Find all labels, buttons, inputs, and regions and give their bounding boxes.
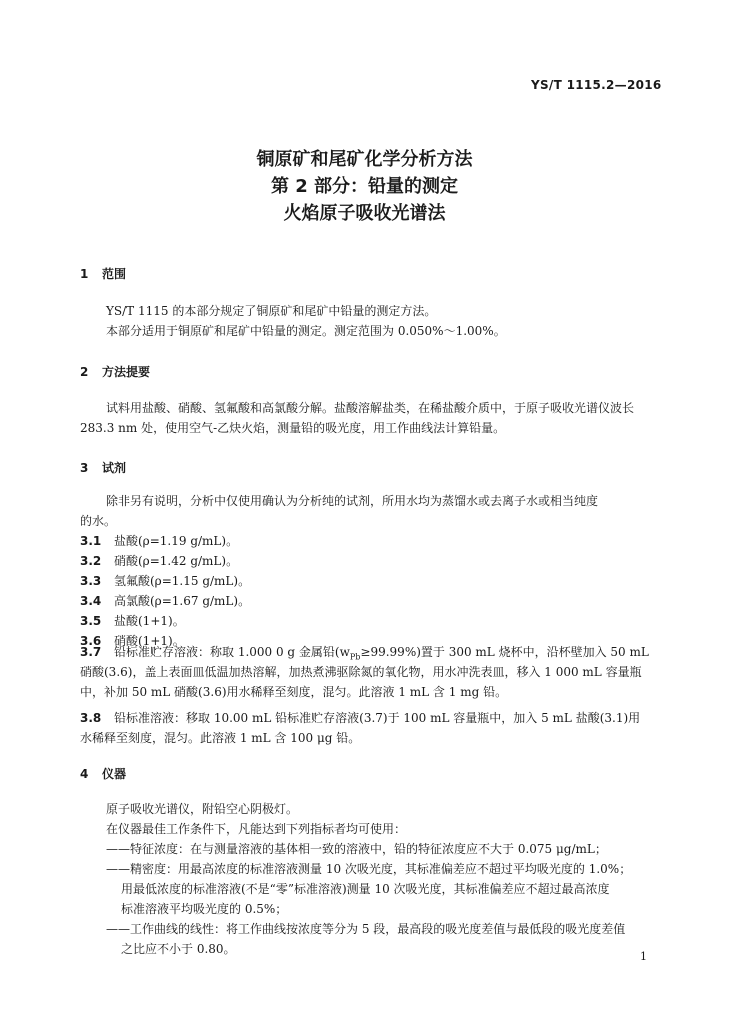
title-line-2: 第 2 部分：铅量的测定 (270, 176, 459, 197)
section-title: 方法提要 (102, 365, 151, 379)
list-item: 3.3 氢氟酸(ρ=1.15 g/mL)。 (80, 574, 251, 588)
section-1-para-2: 本部分适用于铜原矿和尾矿中铅量的测定。测定范围为 0.050%～1.00%。 (106, 324, 506, 338)
item-3-7-line-1: 3.7 铅标准贮存溶液：称取 1.000 0 g 金属铅$(w_{Pb}\ge 99.99\%)$置于 300 mL 烧杯中，沿杯壁加入 50 mL (80, 645, 649, 662)
section-number: 4 (80, 767, 89, 781)
section-3-intro-line-2: 的水。 (80, 514, 117, 528)
section-1-heading (80, 265, 126, 282)
section-number: 2 (80, 365, 89, 379)
section-4-line-1: 原子吸收光谱仪，附铅空心阴极灯。 (106, 802, 299, 816)
list-item: 3.1 盐酸(ρ=1.19 g/mL)。 (80, 534, 239, 548)
section-1-para-1: YS/T 1115 的本部分规定了铜原矿和尾矿中铅量的测定方法。 (106, 304, 437, 318)
section-4-heading (80, 765, 126, 782)
item-3-8-line-1: 3.8 铅标准溶液：移取 10.00 mL 铅标准贮存溶液(3.7)于 100 mL 容量瓶中，加入 5 mL 盐酸(3.1)用 (80, 711, 641, 725)
section-2-heading (80, 363, 150, 380)
list-item: 3.4 高氯酸(ρ=1.67 g/mL)。 (80, 594, 251, 608)
title-line-1: 铜原矿和尾矿化学分析方法 (256, 149, 473, 170)
section-2-line-2: 283.3 nm 处，使用空气-乙炔火焰，测量铅的吸光度，用工作曲线法计算铅量。 (80, 421, 506, 435)
section-4-dash-3-line-2: 之比应不小于 0.80。 (121, 942, 236, 956)
list-item: 3.2 硝酸(ρ=1.42 g/mL)。 (80, 554, 239, 568)
section-number: 3 (80, 461, 89, 475)
section-4-dash-2-line-1: ——精密度：用最高浓度的标准溶液测量 10 次吸光度，其标准偏差应不超过平均吸光度的 1.0%； (106, 862, 632, 876)
section-4-dash-2-line-2: 用最低浓度的标准溶液(不是“零”标准溶液)测量 10 次吸光度，其标准偏差应不超过最高浓度 (121, 882, 610, 896)
standard-code: YS/T 1115.2—2016 (531, 78, 662, 92)
section-title: 仪器 (102, 767, 127, 781)
section-3-heading (80, 459, 126, 476)
section-2-line-1: 试料用盐酸、硝酸、氢氟酸和高氯酸分解。盐酸溶解盐类，在稀盐酸介质中，于原子吸收光谱仪波长 (106, 401, 635, 415)
section-4-dash-1: ——特征浓度：在与测量溶液的基体相一致的溶液中，铅的特征浓度应不大于 0.075 μg/mL； (106, 842, 607, 856)
item-3-8-line-2: 水稀释至刻度，混匀。此溶液 1 mL 含 100 μg 铅。 (80, 731, 361, 745)
section-4-dash-2-line-3: 标准溶液平均吸光度的 0.5%； (121, 902, 288, 916)
title-line-3: 火焰原子吸收光谱法 (283, 203, 446, 224)
section-4-line-2: 在仪器最佳工作条件下，凡能达到下列指标者均可使用： (106, 822, 407, 836)
item-3-7-line-3: 中，补加 50 mL 硝酸(3.6)用水稀释至刻度，混匀。此溶液 1 mL 含 1 mg 铅。 (80, 685, 508, 699)
page-number: 1 (640, 950, 647, 963)
list-item: 3.6 硝酸(1+1)。 (80, 634, 185, 648)
item-3-7-line-2: 硝酸(3.6)，盖上表面皿低温加热溶解，加热煮沸驱除氮的氧化物，用水冲洗表皿，移入 1 000 mL 容量瓶 (80, 665, 642, 679)
list-item: 3.5 盐酸(1+1)。 (80, 614, 185, 628)
section-4-dash-3-line-1: ——工作曲线的线性：将工作曲线按浓度等分为 5 段，最高段的吸光度差值与最低段的吸光度差值 (106, 922, 626, 936)
section-3-intro-line-1: 除非另有说明，分析中仅使用确认为分析纯的试剂，所用水均为蒸馏水或去离子水或相当纯度 (106, 494, 599, 508)
section-number: 1 (80, 267, 89, 281)
section-title: 范围 (102, 267, 127, 281)
section-title: 试剂 (102, 461, 127, 475)
